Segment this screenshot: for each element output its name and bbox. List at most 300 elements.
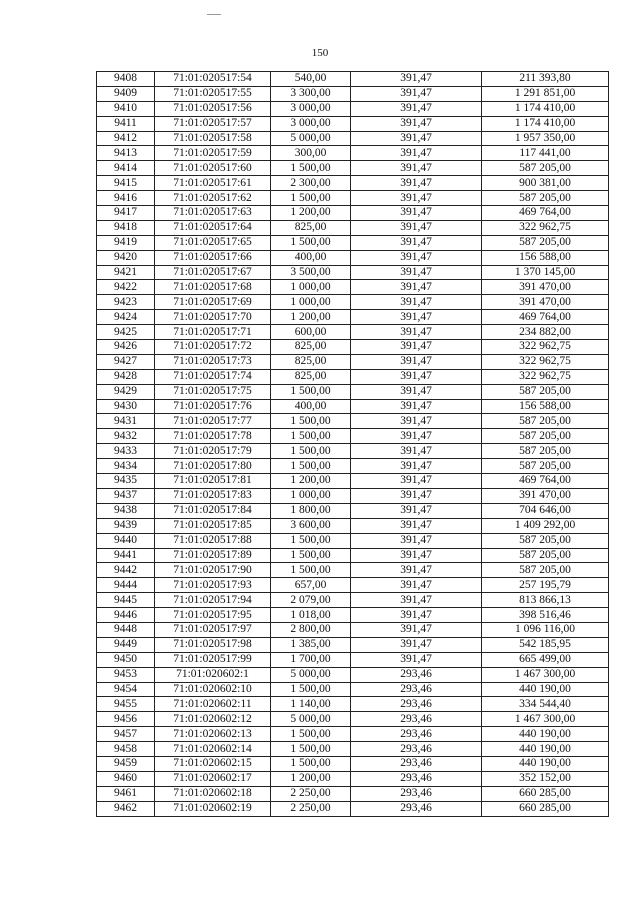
area-value: 1 500,00 — [271, 384, 351, 399]
row-number: 9427 — [97, 354, 155, 369]
cost-value: 391 470,00 — [482, 488, 609, 503]
cadastral-number: 71:01:020517:78 — [155, 429, 271, 444]
cost-value: 322 962,75 — [482, 220, 609, 235]
table-row — [97, 801, 609, 816]
table-row — [97, 86, 609, 101]
cadastral-number: 71:01:020517:71 — [155, 325, 271, 340]
cadastral-number: 71:01:020517:64 — [155, 220, 271, 235]
cadastral-number: 71:01:020602:19 — [155, 801, 271, 816]
table-row — [97, 727, 609, 742]
area-value: 1 140,00 — [271, 697, 351, 712]
cadastral-number: 71:01:020517:76 — [155, 399, 271, 414]
rate-value: 391,47 — [351, 622, 482, 637]
row-number: 9450 — [97, 652, 155, 667]
row-number: 9426 — [97, 340, 155, 355]
cost-value: 156 588,00 — [482, 399, 609, 414]
row-number: 9420 — [97, 250, 155, 265]
area-value: 1 500,00 — [271, 191, 351, 206]
cost-value: 469 764,00 — [482, 474, 609, 489]
table-row — [97, 652, 609, 667]
cost-value: 117 441,00 — [482, 146, 609, 161]
row-number: 9444 — [97, 578, 155, 593]
rate-value: 391,47 — [351, 265, 482, 280]
row-number: 9458 — [97, 742, 155, 757]
row-number: 9415 — [97, 176, 155, 191]
row-number: 9461 — [97, 786, 155, 801]
cost-value: 660 285,00 — [482, 801, 609, 816]
cadastral-number: 71:01:020517:75 — [155, 384, 271, 399]
row-number: 9423 — [97, 295, 155, 310]
table-row — [97, 459, 609, 474]
cost-value: 704 646,00 — [482, 503, 609, 518]
cadastral-number: 71:01:020517:98 — [155, 637, 271, 652]
land-registry-table — [96, 71, 609, 817]
area-value: 1 500,00 — [271, 548, 351, 563]
rate-value: 391,47 — [351, 399, 482, 414]
table-row — [97, 756, 609, 771]
row-number: 9439 — [97, 518, 155, 533]
row-number: 9428 — [97, 369, 155, 384]
area-value: 1 500,00 — [271, 459, 351, 474]
rate-value: 391,47 — [351, 250, 482, 265]
cadastral-number: 71:01:020517:85 — [155, 518, 271, 533]
table-row — [97, 563, 609, 578]
area-value: 1 200,00 — [271, 771, 351, 786]
cadastral-number: 71:01:020517:55 — [155, 86, 271, 101]
rate-value: 391,47 — [351, 116, 482, 131]
table-row — [97, 786, 609, 801]
cost-value: 322 962,75 — [482, 340, 609, 355]
area-value: 825,00 — [271, 340, 351, 355]
area-value: 5 000,00 — [271, 667, 351, 682]
table-row — [97, 161, 609, 176]
table-row — [97, 399, 609, 414]
area-value: 2 800,00 — [271, 622, 351, 637]
rate-value: 293,46 — [351, 697, 482, 712]
cost-value: 440 190,00 — [482, 756, 609, 771]
table-row — [97, 116, 609, 131]
row-number: 9440 — [97, 533, 155, 548]
cadastral-number: 71:01:020517:81 — [155, 474, 271, 489]
row-number: 9408 — [97, 72, 155, 87]
table-row — [97, 608, 609, 623]
area-value: 1 000,00 — [271, 280, 351, 295]
area-value: 1 200,00 — [271, 310, 351, 325]
cost-value: 1 096 116,00 — [482, 622, 609, 637]
cadastral-number: 71:01:020602:14 — [155, 742, 271, 757]
row-number: 9418 — [97, 220, 155, 235]
rate-value: 391,47 — [351, 295, 482, 310]
area-value: 1 500,00 — [271, 429, 351, 444]
cost-value: 665 499,00 — [482, 652, 609, 667]
table-row — [97, 667, 609, 682]
rate-value: 391,47 — [351, 518, 482, 533]
rate-value: 391,47 — [351, 414, 482, 429]
area-value: 3 600,00 — [271, 518, 351, 533]
rate-value: 391,47 — [351, 563, 482, 578]
area-value: 1 500,00 — [271, 727, 351, 742]
cadastral-number: 71:01:020517:70 — [155, 310, 271, 325]
cost-value: 1 174 410,00 — [482, 116, 609, 131]
rate-value: 391,47 — [351, 310, 482, 325]
table-row — [97, 429, 609, 444]
cost-value: 257 195,79 — [482, 578, 609, 593]
rate-value: 391,47 — [351, 652, 482, 667]
table-row — [97, 295, 609, 310]
scan-mark — [207, 14, 221, 15]
row-number: 9422 — [97, 280, 155, 295]
table-row — [97, 176, 609, 191]
rate-value: 293,46 — [351, 801, 482, 816]
area-value: 300,00 — [271, 146, 351, 161]
rate-value: 391,47 — [351, 161, 482, 176]
cadastral-number: 71:01:020517:95 — [155, 608, 271, 623]
cadastral-number: 71:01:020517:56 — [155, 101, 271, 116]
cadastral-number: 71:01:020517:80 — [155, 459, 271, 474]
area-value: 657,00 — [271, 578, 351, 593]
row-number: 9456 — [97, 712, 155, 727]
table-row — [97, 384, 609, 399]
rate-value: 391,47 — [351, 474, 482, 489]
rate-value: 391,47 — [351, 131, 482, 146]
cost-value: 440 190,00 — [482, 742, 609, 757]
rate-value: 293,46 — [351, 727, 482, 742]
rate-value: 391,47 — [351, 220, 482, 235]
row-number: 9434 — [97, 459, 155, 474]
cadastral-number: 71:01:020517:89 — [155, 548, 271, 563]
cadastral-number: 71:01:020517:73 — [155, 354, 271, 369]
table-row — [97, 310, 609, 325]
cadastral-number: 71:01:020517:69 — [155, 295, 271, 310]
cost-value: 440 190,00 — [482, 727, 609, 742]
row-number: 9448 — [97, 622, 155, 637]
area-value: 3 300,00 — [271, 86, 351, 101]
row-number: 9414 — [97, 161, 155, 176]
row-number: 9446 — [97, 608, 155, 623]
table-row — [97, 697, 609, 712]
cost-value: 1 957 350,00 — [482, 131, 609, 146]
row-number: 9462 — [97, 801, 155, 816]
cost-value: 587 205,00 — [482, 429, 609, 444]
area-value: 1 200,00 — [271, 474, 351, 489]
area-value: 3 000,00 — [271, 101, 351, 116]
area-value: 400,00 — [271, 399, 351, 414]
row-number: 9437 — [97, 488, 155, 503]
cadastral-number: 71:01:020602:11 — [155, 697, 271, 712]
area-value: 540,00 — [271, 72, 351, 87]
row-number: 9435 — [97, 474, 155, 489]
area-value: 5 000,00 — [271, 131, 351, 146]
rate-value: 391,47 — [351, 146, 482, 161]
area-value: 5 000,00 — [271, 712, 351, 727]
table-row — [97, 220, 609, 235]
cost-value: 587 205,00 — [482, 533, 609, 548]
table-row — [97, 146, 609, 161]
rate-value: 391,47 — [351, 101, 482, 116]
area-value: 3 500,00 — [271, 265, 351, 280]
area-value: 1 500,00 — [271, 756, 351, 771]
cadastral-number: 71:01:020602:13 — [155, 727, 271, 742]
cost-value: 587 205,00 — [482, 161, 609, 176]
rate-value: 391,47 — [351, 503, 482, 518]
area-value: 1 200,00 — [271, 206, 351, 221]
area-value: 1 700,00 — [271, 652, 351, 667]
cost-value: 587 205,00 — [482, 548, 609, 563]
rate-value: 391,47 — [351, 444, 482, 459]
rate-value: 293,46 — [351, 742, 482, 757]
cadastral-number: 71:01:020602:15 — [155, 756, 271, 771]
cost-value: 156 588,00 — [482, 250, 609, 265]
cost-value: 587 205,00 — [482, 444, 609, 459]
cadastral-number: 71:01:020517:62 — [155, 191, 271, 206]
rate-value: 391,47 — [351, 459, 482, 474]
rate-value: 391,47 — [351, 593, 482, 608]
cost-value: 1 467 300,00 — [482, 712, 609, 727]
row-number: 9431 — [97, 414, 155, 429]
cadastral-number: 71:01:020602:12 — [155, 712, 271, 727]
rate-value: 391,47 — [351, 578, 482, 593]
cadastral-number: 71:01:020602:10 — [155, 682, 271, 697]
cadastral-number: 71:01:020517:79 — [155, 444, 271, 459]
row-number: 9421 — [97, 265, 155, 280]
cost-value: 542 185,95 — [482, 637, 609, 652]
cost-value: 587 205,00 — [482, 235, 609, 250]
table-row — [97, 206, 609, 221]
rate-value: 391,47 — [351, 280, 482, 295]
rate-value: 391,47 — [351, 191, 482, 206]
rate-value: 391,47 — [351, 488, 482, 503]
cadastral-number: 71:01:020602:17 — [155, 771, 271, 786]
rate-value: 391,47 — [351, 340, 482, 355]
row-number: 9410 — [97, 101, 155, 116]
row-number: 9445 — [97, 593, 155, 608]
table-row — [97, 280, 609, 295]
cost-value: 1 291 851,00 — [482, 86, 609, 101]
area-value: 1 500,00 — [271, 414, 351, 429]
row-number: 9429 — [97, 384, 155, 399]
cost-value: 469 764,00 — [482, 310, 609, 325]
rate-value: 391,47 — [351, 384, 482, 399]
area-value: 825,00 — [271, 369, 351, 384]
rate-value: 391,47 — [351, 637, 482, 652]
row-number: 9441 — [97, 548, 155, 563]
table-row — [97, 712, 609, 727]
cadastral-number: 71:01:020517:58 — [155, 131, 271, 146]
table-row — [97, 101, 609, 116]
rate-value: 391,47 — [351, 235, 482, 250]
row-number: 9438 — [97, 503, 155, 518]
area-value: 2 300,00 — [271, 176, 351, 191]
cost-value: 587 205,00 — [482, 563, 609, 578]
row-number: 9430 — [97, 399, 155, 414]
table-row — [97, 622, 609, 637]
row-number: 9417 — [97, 206, 155, 221]
table-row — [97, 742, 609, 757]
area-value: 1 500,00 — [271, 563, 351, 578]
cost-value: 587 205,00 — [482, 384, 609, 399]
table-row — [97, 548, 609, 563]
cost-value: 234 882,00 — [482, 325, 609, 340]
cost-value: 391 470,00 — [482, 280, 609, 295]
cost-value: 1 174 410,00 — [482, 101, 609, 116]
cadastral-number: 71:01:020517:60 — [155, 161, 271, 176]
cost-value: 211 393,80 — [482, 72, 609, 87]
area-value: 1 500,00 — [271, 742, 351, 757]
cost-value: 587 205,00 — [482, 459, 609, 474]
row-number: 9411 — [97, 116, 155, 131]
cadastral-number: 71:01:020517:65 — [155, 235, 271, 250]
row-number: 9453 — [97, 667, 155, 682]
rate-value: 391,47 — [351, 72, 482, 87]
cadastral-number: 71:01:020517:54 — [155, 72, 271, 87]
rate-value: 293,46 — [351, 667, 482, 682]
row-number: 9460 — [97, 771, 155, 786]
row-number: 9416 — [97, 191, 155, 206]
rate-value: 391,47 — [351, 354, 482, 369]
cadastral-number: 71:01:020517:67 — [155, 265, 271, 280]
rate-value: 391,47 — [351, 206, 482, 221]
row-number: 9409 — [97, 86, 155, 101]
row-number: 9425 — [97, 325, 155, 340]
cost-value: 398 516,46 — [482, 608, 609, 623]
cost-value: 587 205,00 — [482, 414, 609, 429]
cost-value: 587 205,00 — [482, 191, 609, 206]
cadastral-number: 71:01:020517:99 — [155, 652, 271, 667]
cadastral-number: 71:01:020517:61 — [155, 176, 271, 191]
table-row — [97, 369, 609, 384]
cost-value: 352 152,00 — [482, 771, 609, 786]
area-value: 825,00 — [271, 220, 351, 235]
rate-value: 293,46 — [351, 712, 482, 727]
rate-value: 391,47 — [351, 533, 482, 548]
rate-value: 391,47 — [351, 369, 482, 384]
cadastral-number: 71:01:020517:93 — [155, 578, 271, 593]
rate-value: 293,46 — [351, 756, 482, 771]
table-row — [97, 533, 609, 548]
cost-value: 334 544,40 — [482, 697, 609, 712]
cadastral-number: 71:01:020517:57 — [155, 116, 271, 131]
row-number: 9413 — [97, 146, 155, 161]
row-number: 9457 — [97, 727, 155, 742]
area-value: 1 800,00 — [271, 503, 351, 518]
cadastral-number: 71:01:020517:97 — [155, 622, 271, 637]
table-row — [97, 637, 609, 652]
table-row — [97, 488, 609, 503]
cadastral-number: 71:01:020517:63 — [155, 206, 271, 221]
area-value: 1 000,00 — [271, 295, 351, 310]
table-row — [97, 265, 609, 280]
table-row — [97, 518, 609, 533]
row-number: 9412 — [97, 131, 155, 146]
table-row — [97, 682, 609, 697]
row-number: 9449 — [97, 637, 155, 652]
table-row — [97, 474, 609, 489]
table-row — [97, 191, 609, 206]
cost-value: 813 866,13 — [482, 593, 609, 608]
cadastral-number: 71:01:020517:59 — [155, 146, 271, 161]
row-number: 9442 — [97, 563, 155, 578]
area-value: 3 000,00 — [271, 116, 351, 131]
area-value: 1 500,00 — [271, 533, 351, 548]
cadastral-number: 71:01:020517:68 — [155, 280, 271, 295]
cadastral-number: 71:01:020517:83 — [155, 488, 271, 503]
area-value: 825,00 — [271, 354, 351, 369]
table-row — [97, 72, 609, 87]
table-row — [97, 593, 609, 608]
cost-value: 1 409 292,00 — [482, 518, 609, 533]
cadastral-number: 71:01:020517:77 — [155, 414, 271, 429]
area-value: 600,00 — [271, 325, 351, 340]
cadastral-number: 71:01:020517:88 — [155, 533, 271, 548]
cost-value: 440 190,00 — [482, 682, 609, 697]
table-row — [97, 444, 609, 459]
cadastral-number: 71:01:020517:84 — [155, 503, 271, 518]
rate-value: 293,46 — [351, 682, 482, 697]
table-row — [97, 354, 609, 369]
area-value: 2 079,00 — [271, 593, 351, 608]
rate-value: 391,47 — [351, 176, 482, 191]
cadastral-number: 71:01:020517:94 — [155, 593, 271, 608]
table-row — [97, 771, 609, 786]
area-value: 400,00 — [271, 250, 351, 265]
cost-value: 1 467 300,00 — [482, 667, 609, 682]
row-number: 9424 — [97, 310, 155, 325]
cadastral-number: 71:01:020602:18 — [155, 786, 271, 801]
rate-value: 391,47 — [351, 548, 482, 563]
table-row — [97, 414, 609, 429]
page-number: 150 — [311, 47, 329, 59]
area-value: 1 500,00 — [271, 161, 351, 176]
area-value: 2 250,00 — [271, 786, 351, 801]
table-row — [97, 325, 609, 340]
table-row — [97, 250, 609, 265]
cost-value: 391 470,00 — [482, 295, 609, 310]
rate-value: 391,47 — [351, 325, 482, 340]
table-row — [97, 235, 609, 250]
area-value: 1 500,00 — [271, 444, 351, 459]
cadastral-number: 71:01:020517:74 — [155, 369, 271, 384]
cost-value: 1 370 145,00 — [482, 265, 609, 280]
table-row — [97, 578, 609, 593]
row-number: 9432 — [97, 429, 155, 444]
table-row — [97, 131, 609, 146]
cadastral-number: 71:01:020517:66 — [155, 250, 271, 265]
row-number: 9454 — [97, 682, 155, 697]
row-number: 9419 — [97, 235, 155, 250]
cadastral-number: 71:01:020602:1 — [155, 667, 271, 682]
area-value: 1 385,00 — [271, 637, 351, 652]
area-value: 1 500,00 — [271, 235, 351, 250]
cost-value: 469 764,00 — [482, 206, 609, 221]
cost-value: 322 962,75 — [482, 354, 609, 369]
cadastral-number: 71:01:020517:90 — [155, 563, 271, 578]
row-number: 9455 — [97, 697, 155, 712]
row-number: 9433 — [97, 444, 155, 459]
row-number: 9459 — [97, 756, 155, 771]
cost-value: 322 962,75 — [482, 369, 609, 384]
area-value: 1 000,00 — [271, 488, 351, 503]
table-row — [97, 340, 609, 355]
table-row — [97, 503, 609, 518]
area-value: 1 500,00 — [271, 682, 351, 697]
cadastral-number: 71:01:020517:72 — [155, 340, 271, 355]
rate-value: 391,47 — [351, 86, 482, 101]
cost-value: 900 381,00 — [482, 176, 609, 191]
area-value: 2 250,00 — [271, 801, 351, 816]
rate-value: 391,47 — [351, 608, 482, 623]
area-value: 1 018,00 — [271, 608, 351, 623]
rate-value: 391,47 — [351, 429, 482, 444]
